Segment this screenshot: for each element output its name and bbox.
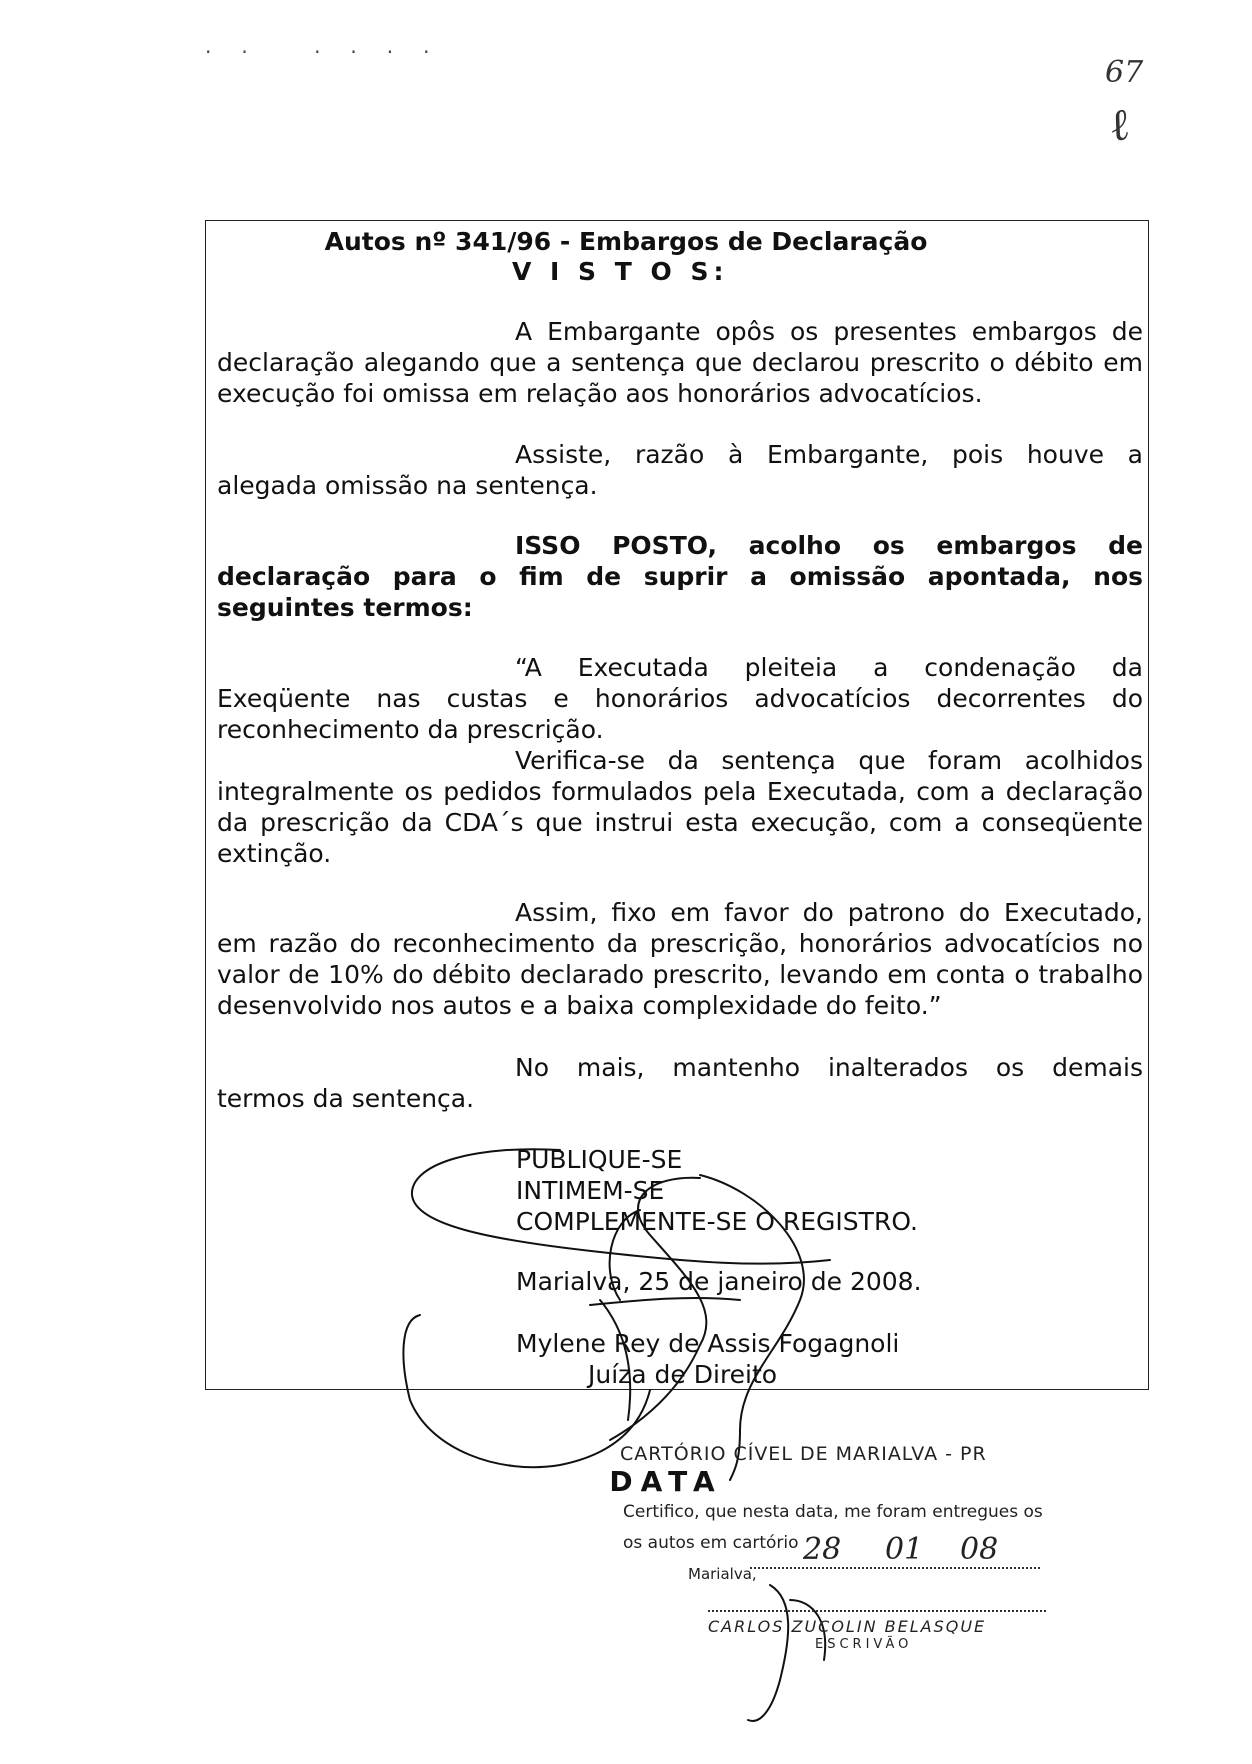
- closing-publish: PUBLIQUE-SE: [516, 1145, 683, 1174]
- closing-notify: INTIMEM-SE: [516, 1176, 665, 1205]
- certificate-city: Marialva,: [688, 1565, 757, 1583]
- certificate-date-line: [750, 1567, 1040, 1569]
- clerk-name: CARLOS ZUCOLIN BELASQUE: [708, 1617, 987, 1636]
- document-title: Autos nº 341/96 - Embargos de Declaração: [324, 227, 928, 256]
- paragraph-1-rest: declaração alegando que a sentença que declarou prescrito o débito em execução foi omissa em relação aos honorários advocatícios.: [217, 348, 1143, 408]
- paragraph-3-rest: declaração para o fim de suprir a omissão apontada, nos seguintes termos:: [217, 562, 1143, 622]
- paragraph-2-lead: Assiste, razão à Embargante, pois houve a: [515, 440, 1143, 469]
- scan-specks: ·· ····: [205, 40, 460, 64]
- clerk-signature-line: [708, 1610, 1046, 1612]
- paragraph-4: [217, 652, 1143, 745]
- certificate-day: 28: [803, 1532, 842, 1567]
- page-number: 67: [1105, 55, 1144, 90]
- certificate-year: 08: [960, 1532, 999, 1567]
- certificate-office-stamp: CARTÓRIO CÍVEL DE MARIALVA - PR: [620, 1443, 987, 1465]
- paragraph-2-rest: alegada omissão na sentença.: [217, 471, 598, 500]
- paragraph-2: [217, 439, 1143, 501]
- paragraph-4-lead: “A Executada pleiteia a condenação da: [515, 653, 1143, 682]
- certificate-text-2: os autos em cartório: [623, 1533, 799, 1553]
- paragraph-3: [217, 530, 1143, 623]
- paragraph-7-rest: termos da sentença.: [217, 1084, 475, 1113]
- judge-title: Juíza de Direito: [588, 1360, 778, 1389]
- paragraph-6-lead: Assim, fixo em favor do patrono do Executado,: [515, 898, 1143, 927]
- paragraph-4-rest: Exeqüente nas custas e honorários advocatícios decorrentes do reconhecimento da prescrição.: [217, 684, 1143, 744]
- paragraph-7-lead: No mais, mantenho inalterados os demais: [515, 1053, 1143, 1082]
- certificate-heading: DATA: [609, 1465, 723, 1498]
- certificate-month: 01: [885, 1532, 924, 1567]
- place-date: Marialva, 25 de janeiro de 2008.: [516, 1267, 922, 1296]
- paragraph-1: [217, 316, 1143, 409]
- paragraph-3-lead: ISSO POSTO, acolho os embargos de: [515, 531, 1143, 560]
- paragraph-5-rest: integralmente os pedidos formulados pela Executada, com a declaração da prescrição da CDA´s que instrui esta execução, com a conseqüente extinção.: [217, 777, 1143, 868]
- judge-name: Mylene Rey de Assis Fogagnoli: [516, 1329, 900, 1358]
- certificate-text-1: Certifico, que nesta data, me foram entregues os: [623, 1502, 1043, 1522]
- paragraph-5: [217, 745, 1143, 869]
- paragraph-1-lead: A Embargante opôs os presentes embargos de: [515, 317, 1143, 346]
- closing-register: COMPLEMENTE-SE O REGISTRO.: [516, 1207, 918, 1236]
- handwritten-page-mark: ℓ: [1104, 98, 1134, 153]
- paragraph-7: [217, 1052, 1143, 1114]
- paragraph-5-lead: Verifica-se da sentença que foram acolhidos: [515, 746, 1143, 775]
- paragraph-6-rest: em razão do reconhecimento da prescrição, honorários advocatícios no valor de 10% do débito declarado prescrito, levando em conta o trabalho desenvolvido nos autos e a baixa complexidade do feito.”: [217, 929, 1143, 1020]
- clerk-title: ESCRIVÃO: [815, 1637, 913, 1652]
- document-subtitle: V I S T O S:: [512, 257, 729, 286]
- paragraph-6: [217, 897, 1143, 1021]
